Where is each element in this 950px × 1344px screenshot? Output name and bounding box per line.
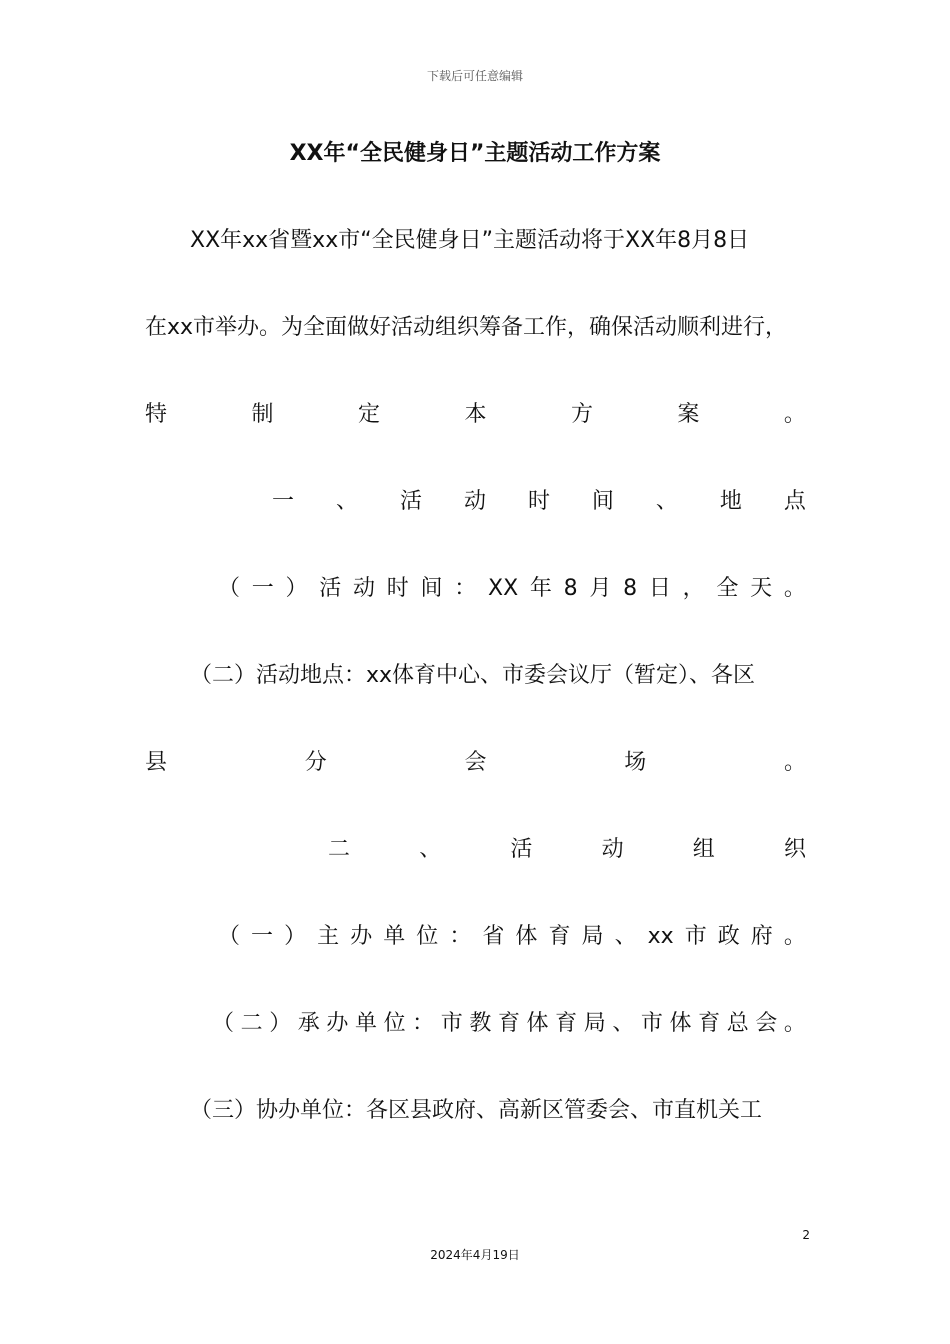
body-line-9-char: （	[218, 924, 241, 949]
body-line-9-char: 办	[350, 924, 373, 949]
footer-date: 2024年4月19日	[430, 1248, 520, 1262]
body-line-7-char: 。	[783, 750, 806, 775]
body-line-4-char: 间	[591, 489, 614, 514]
body-line-3-char: 定	[357, 402, 380, 427]
body-line-5-char: 一	[251, 576, 274, 601]
body-line-9-char: 政	[717, 924, 740, 949]
body-line-5-char: ）	[285, 576, 308, 601]
body-line-4-char: 时	[527, 489, 550, 514]
body-line-9-char: 。	[783, 924, 806, 949]
body-line-11: （三）协办单位：各区县政府、高新区管委会、市直机关工	[190, 1098, 763, 1123]
body-line-9-char: 单	[383, 924, 406, 949]
body-line-9-char: 体	[515, 924, 538, 949]
body-line-3-char: 方	[570, 402, 593, 427]
body-line-1: XX年xx省暨xx市“全民健身日”主题活动将于XX年8月8日	[190, 228, 750, 253]
body-line-4-char: 、	[655, 489, 678, 514]
body-line-10-char: ：	[412, 1011, 435, 1036]
body-line-9-char: 主	[317, 924, 340, 949]
body-line-7-char: 县	[145, 750, 168, 775]
body-line-6: （二）活动地点：xx体育中心、市委会议厅（暂定）、各区	[190, 663, 756, 688]
body-line-4-char: 活	[399, 489, 422, 514]
body-line-9-char: ）	[284, 924, 307, 949]
body-line-8-char: 二	[328, 837, 351, 862]
body-line-5-char: 间	[420, 576, 443, 601]
body-line-7-char: 场	[624, 750, 647, 775]
body-line-5-char: 活	[319, 576, 342, 601]
body-line-5-char: 全	[716, 576, 739, 601]
body-line-5-char: 月	[589, 576, 612, 601]
body-line-5-char: 动	[353, 576, 376, 601]
body-line-8	[328, 835, 806, 865]
body-line-10-char: 。	[783, 1011, 806, 1036]
body-line-10-char: （	[212, 1011, 235, 1036]
body-line-10-char: 育	[497, 1011, 520, 1036]
body-line-5-char: 。	[783, 576, 806, 601]
body-line-10-char: 会	[755, 1011, 778, 1036]
body-line-10-char: ）	[269, 1011, 292, 1036]
body-line-5-char: 天	[750, 576, 773, 601]
body-line-5-char: ，	[682, 576, 705, 601]
body-line-7-char: 分	[304, 750, 327, 775]
body-line-3-char: 案	[677, 402, 700, 427]
body-line-5-char: 时	[386, 576, 409, 601]
body-line-10-char: 市	[640, 1011, 663, 1036]
document-title: XX年“全民健身日”主题活动工作方案	[289, 141, 661, 166]
body-line-4-char: 动	[463, 489, 486, 514]
body-line-5-char: 8	[623, 576, 638, 601]
body-line-9-char: ：	[449, 924, 472, 949]
body-line-10	[212, 1009, 806, 1039]
header-note: 下载后可任意编辑	[426, 69, 523, 83]
body-line-10-char: 体	[526, 1011, 549, 1036]
body-line-5	[218, 574, 806, 604]
body-line-4-char: 点	[783, 489, 806, 514]
page-number: 2	[802, 1228, 810, 1242]
body-line-7	[145, 748, 806, 778]
body-line-4-char: 、	[335, 489, 358, 514]
body-line-3-char: 。	[783, 402, 806, 427]
body-line-3	[145, 400, 806, 430]
body-line-10-char: 市	[440, 1011, 463, 1036]
body-line-3-char: 制	[251, 402, 274, 427]
body-line-9-char: 一	[251, 924, 274, 949]
body-line-9-char: 位	[416, 924, 439, 949]
body-line-5-char: XX	[488, 576, 519, 601]
body-line-10-char: 体	[669, 1011, 692, 1036]
body-line-9-char: 、	[614, 924, 637, 949]
body-line-10-char: 教	[469, 1011, 492, 1036]
body-line-8-char: 动	[601, 837, 624, 862]
body-line-10-char: 位	[383, 1011, 406, 1036]
body-line-10-char: 承	[297, 1011, 320, 1036]
body-line-8-char: 组	[692, 837, 715, 862]
body-line-9-char: 局	[581, 924, 604, 949]
body-line-9-char: xx	[647, 924, 674, 949]
body-line-10-char: 育	[698, 1011, 721, 1036]
body-line-10-char: 单	[354, 1011, 377, 1036]
body-line-10-char: 局	[583, 1011, 606, 1036]
body-line-4-char: 一	[272, 489, 295, 514]
body-line-9-char: 市	[684, 924, 707, 949]
body-line-5-char: 年	[529, 576, 552, 601]
body-line-9-char: 省	[482, 924, 505, 949]
body-line-5-char: ：	[454, 576, 477, 601]
body-line-8-char: 、	[419, 837, 442, 862]
body-line-10-char: 、	[612, 1011, 635, 1036]
body-line-4-char: 地	[719, 489, 742, 514]
body-line-4	[272, 487, 806, 517]
body-line-10-char: 总	[726, 1011, 749, 1036]
body-line-8-char: 织	[783, 837, 806, 862]
body-line-3-char: 特	[145, 402, 168, 427]
body-line-5-char: 日	[648, 576, 671, 601]
body-line-10-char: 育	[555, 1011, 578, 1036]
body-line-3-char: 本	[464, 402, 487, 427]
body-line-10-char: 办	[326, 1011, 349, 1036]
body-line-8-char: 活	[510, 837, 533, 862]
body-line-9-char: 育	[548, 924, 571, 949]
body-line-9	[218, 922, 806, 952]
body-line-5-char: 8	[563, 576, 578, 601]
body-line-9-char: 府	[750, 924, 773, 949]
body-line-5-char: （	[218, 576, 241, 601]
body-line-10-char: 二	[240, 1011, 263, 1036]
body-line-2: 在xx市举办。为全面做好活动组织筹备工作，确保活动顺利进行，	[145, 315, 788, 340]
body-line-7-char: 会	[464, 750, 487, 775]
